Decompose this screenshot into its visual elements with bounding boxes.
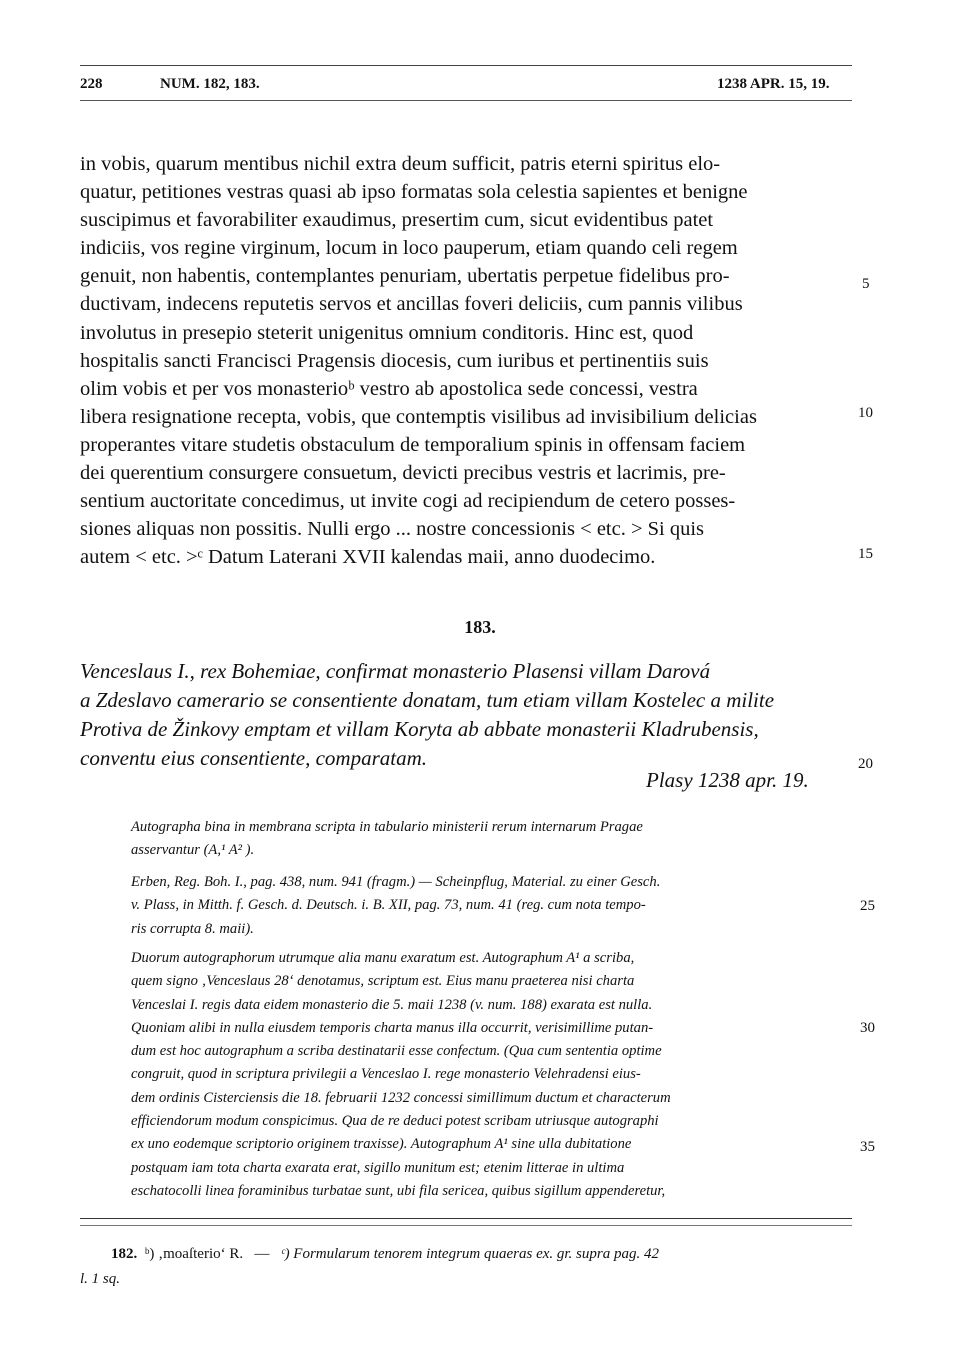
note-bibliography (131, 871, 855, 941)
line-number: 25 (860, 898, 875, 914)
text-line: properantes vitare studetis obstaculum de temporalium spinis in offensam faciem (80, 433, 746, 456)
regest-line: a Zdeslavo camerario se consentiente donatam, tum etiam villam Kostelec a milite (80, 688, 775, 712)
regest-line: Protiva de Žinkovy emptam et villam Koryta ab abbate monasterii Kladrubensis, (80, 717, 759, 741)
note-commentary (131, 947, 855, 1203)
header-rule-lower (80, 100, 852, 101)
note-line: Autographa bina in membrana scripta in tabulario ministerii rerum internarum Pragae (131, 819, 643, 835)
text-line: suscipimus et favorabiliter exaudimus, presertim cum, sicut evidentibus patet (80, 209, 714, 232)
header-doc-numbers: NUM. 182, 183. (160, 76, 260, 92)
note-line: efficiendorum modum conspicimus. Qua de re deduci potest scribam utriusque autographi (131, 1113, 659, 1130)
footnote-b: ᵇ) ‚moaſterio‘ R. (144, 1246, 244, 1262)
line-number: 10 (858, 405, 873, 421)
text-line: genuit, non habentis, contemplantes penuriam, ubertatis perpetue fidelibus pro- (80, 265, 730, 288)
footnote-dash: — (254, 1246, 270, 1262)
note-line: postquam iam tota charta exarata erat, sigillo munitum est; etenim litterae in ultima (131, 1159, 625, 1176)
header-rule (80, 65, 852, 66)
text-line: ductivam, indecens reputetis servos et ancillas foveri deliciis, cum pannis vilibus (80, 293, 743, 316)
footnote-line (80, 1242, 855, 1267)
text-line: autem < etc. >ᶜ Datum Laterani XVII kalendas maii, anno duodecimo. (80, 546, 656, 569)
page-number: 228 (80, 76, 103, 92)
running-header (80, 76, 852, 96)
text-line: sentium auctoritate concedimus, ut invite cogi ad recipiendum de cetero posses- (80, 490, 736, 513)
line-number: 35 (860, 1139, 875, 1155)
note-line: congruit, quod in scriptura privilegii a Venceslao I. rege monasterio Velehradensi eius- (131, 1066, 641, 1083)
document-text-182 (80, 150, 855, 571)
line-number: 30 (860, 1020, 875, 1036)
text-line: siones aliquas non possitis. Nulli ergo ... nostre concessionis < etc. > Si quis (80, 518, 705, 541)
footnote-rule (80, 1218, 852, 1219)
regest-line: Venceslaus I., rex Bohemiae, confirmat monasterio Plasensi villam Darová (80, 659, 711, 683)
note-line: Quoniam alibi in nulla eiusdem temporis charta manus illa occurrit, verisimillime putan- (131, 1019, 654, 1036)
footnote-number: 182. (111, 1246, 138, 1262)
line-number: 5 (862, 276, 870, 292)
note-tradition (131, 816, 855, 863)
note-line: ris corrupta 8. maii). (131, 920, 254, 937)
note-line: dum est hoc autographum a scriba destinatarii esse confectum. (Qua cum sententia optime (131, 1043, 662, 1060)
line-number: 20 (858, 756, 873, 772)
place-date-line: Plasy 1238 apr. 19. (646, 768, 809, 792)
footnote-c: ᶜ) Formularum tenorem integrum quaeras ex. gr. supra pag. 42 (280, 1246, 659, 1262)
text-line: indiciis, vos regine virginum, locum in loco pauperum, etiam quando celi regem (80, 237, 738, 260)
note-line: eschatocolli linea foraminibus turbatae sunt, ubi fila sericea, quibus sigillum appenderetur, (131, 1182, 666, 1199)
note-line: asservantur (A,¹ A² ). (131, 842, 255, 859)
text-line: dei querentium consurgere consuetum, devicti precibus vestris et lacrimis, pre- (80, 462, 726, 485)
text-line: involutus in presepio steterit unigenitus omnium conditoris. Hinc est, quod (80, 321, 694, 344)
document-number: 183. (464, 617, 496, 637)
note-line: Erben, Reg. Boh. I., pag. 438, num. 941 (fragm.) — Scheinpflug, Material. zu einer Gesch. (131, 874, 661, 890)
header-date: 1238 APR. 15, 19. (717, 76, 830, 92)
text-line: olim vobis et per vos monasterioᵇ vestro ab apostolica sede concessi, vestra (80, 377, 698, 400)
footnote-line: l. 1 sq. (80, 1271, 121, 1287)
line-number: 15 (858, 546, 873, 562)
note-line: v. Plass, in Mitth. f. Gesch. d. Deutsch. i. B. XII, pag. 73, num. 41 (reg. cum nota tempo- (131, 897, 646, 914)
text-line: quatur, petitiones vestras quasi ab ipso formatas sola celestia sapientes et benigne (80, 181, 748, 204)
text-line: hospitalis sancti Francisci Pragensis diocesis, cum iuribus et pertinentiis suis (80, 349, 709, 372)
regest (80, 657, 855, 773)
note-line: dem ordinis Cisterciensis die 18. februarii 1232 concessi simillimum ductum et characterum (131, 1089, 671, 1106)
text-line: libera resignatione recepta, vobis, que contemptis visilibus ad invisibilium delicias (80, 405, 757, 428)
note-line: ex uno eodemque scriptorio originem traxisse). Autographum A¹ sine ulla dubitatione (131, 1136, 632, 1153)
footnote-rule-lower (80, 1225, 852, 1226)
text-line: in vobis, quarum mentibus nichil extra deum sufficit, patris eterni spiritus elo- (80, 153, 721, 175)
note-line: Duorum autographorum utrumque alia manu exaratum est. Autographum A¹ a scriba, (131, 950, 635, 966)
regest-line: conventu eius consentiente, comparatam. (80, 746, 427, 770)
footnote (80, 1242, 855, 1292)
note-line: quem signo ‚Venceslaus 28‘ denotamus, scriptum est. Eius manu praeterea nisi charta (131, 973, 635, 990)
note-line: Venceslai I. regis data eidem monasterio die 5. maii 1238 (v. num. 188) exarata est nulla. (131, 996, 653, 1013)
